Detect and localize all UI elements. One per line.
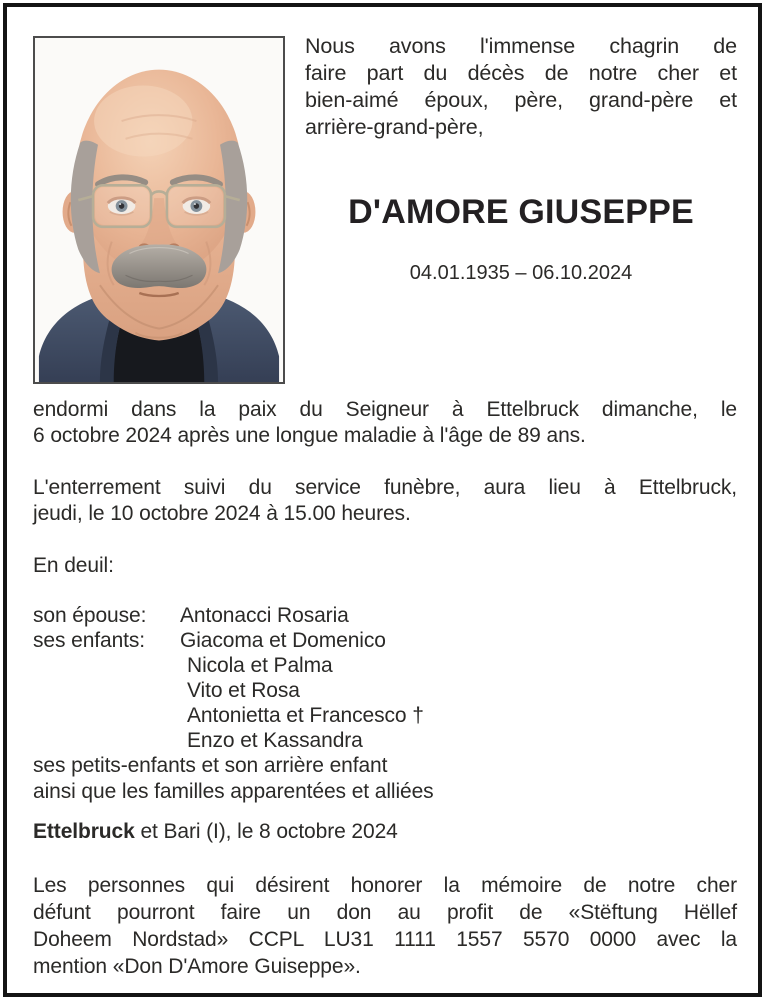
relation-label: son épouse: bbox=[33, 604, 147, 627]
donation-paragraph: Les personnes qui désirent honorer la mémoire de notre cher défunt pourront faire un don au profit de «Stëftung Hëllef Doheem Nordstad» CCPL LU31 1111 1557 5570 0000 avec la mention «Don D'Amore Guiseppe». bbox=[33, 874, 737, 978]
relation-names: Antonietta et Francesco † bbox=[187, 704, 424, 727]
body-section bbox=[33, 397, 737, 980]
relation-names: Nicola et Palma bbox=[187, 654, 333, 677]
relation-names: Enzo et Kassandra bbox=[187, 729, 363, 752]
mourning-row-children bbox=[33, 628, 737, 653]
mourning-row bbox=[33, 678, 737, 703]
relation-names: Vito et Rosa bbox=[187, 679, 300, 702]
mourning-list bbox=[33, 603, 737, 753]
portrait-illustration bbox=[35, 38, 283, 382]
place-dateline bbox=[33, 819, 737, 845]
deceased-name: D'AMORE GIUSEPPE bbox=[348, 193, 694, 231]
mourning-row bbox=[33, 653, 737, 678]
intro-paragraph: Nous avons l'immense chagrin de faire part du décès de notre cher et bien-aimé époux, père, grand-père et arrière-grand-père, bbox=[305, 34, 737, 139]
mourning-row-spouse bbox=[33, 603, 737, 628]
mourning-row bbox=[33, 703, 737, 728]
mourning-row bbox=[33, 728, 737, 753]
relation-names: Antonacci Rosaria bbox=[180, 604, 349, 627]
announcement-column bbox=[305, 33, 737, 384]
life-dates: 04.01.1935 – 06.10.2024 bbox=[409, 262, 633, 284]
relation-names: Giacoma et Domenico bbox=[180, 629, 386, 652]
header-section bbox=[33, 33, 737, 384]
portrait-photo bbox=[33, 36, 285, 384]
family-footer: ses petits-enfants et son arrière enfant ainsi que les familles apparentées et alliées bbox=[33, 754, 434, 803]
funeral-paragraph: L'enterrement suivi du service funèbre, aura lieu à Ettelbruck, jeudi, le 10 octobre 2024 à 15.00 heures. bbox=[33, 476, 737, 525]
dateline-rest: et Bari (I), le 8 octobre 2024 bbox=[134, 820, 398, 843]
death-paragraph: endormi dans la paix du Seigneur à Ettelbruck dimanche, le 6 octobre 2024 après une longue maladie à l'âge de 89 ans. bbox=[33, 398, 737, 447]
city-name: Ettelbruck bbox=[33, 820, 135, 843]
relation-label: ses enfants: bbox=[33, 629, 146, 652]
mustache-shape bbox=[112, 244, 207, 288]
mourning-heading: En deuil: bbox=[33, 554, 114, 577]
